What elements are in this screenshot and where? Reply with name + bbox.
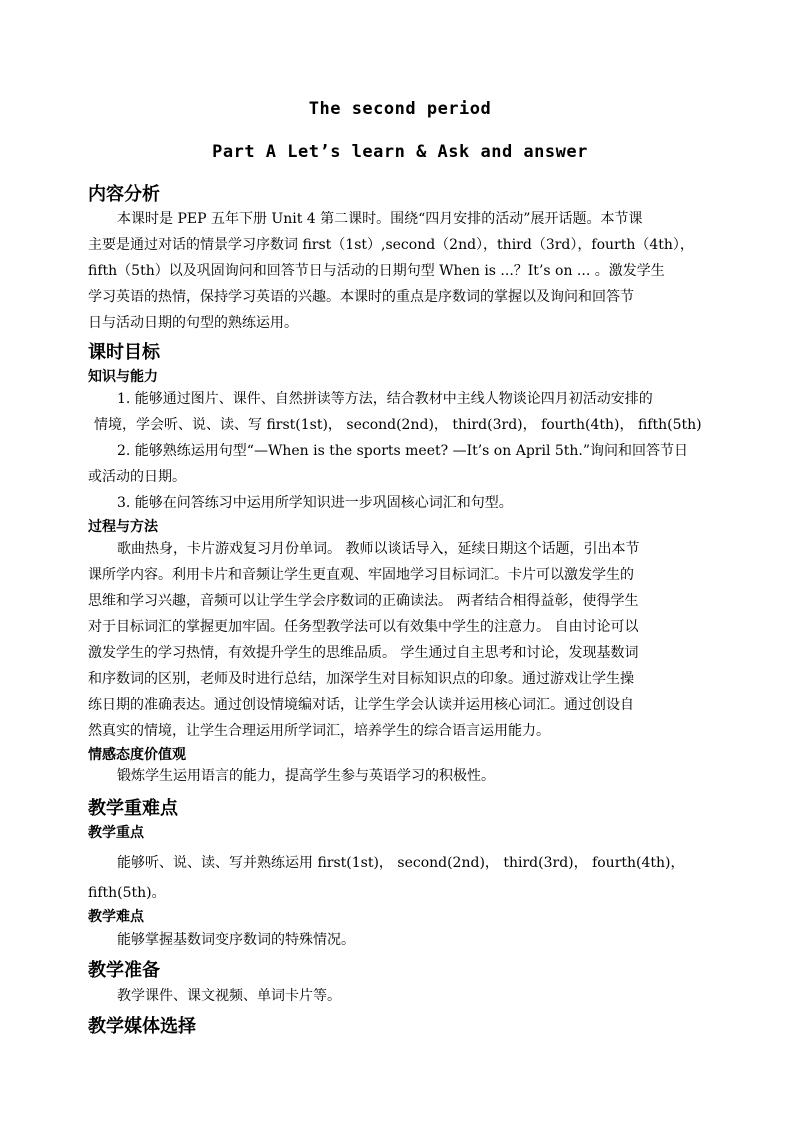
- paragraph-line: 练日期的准确表达。通过创设情境编对话，让学生学会认读并运用核心词汇。通过创设自: [88, 697, 634, 713]
- emotion-attitude-paragraph: [88, 763, 718, 789]
- paragraph-line: 学习英语的热情，保持学习英语的兴趣。本课时的重点是序数词的掌握以及询问和回答节: [88, 289, 634, 305]
- teaching-preparation-paragraph: [88, 983, 718, 1009]
- paragraph-line: 课所学内容。利用卡片和音频让学生更直观、牢固地学习目标词汇。卡片可以激发学生的: [88, 567, 634, 583]
- section-heading-lesson-goals: 课时目标: [88, 342, 160, 363]
- subheading-process-method: 过程与方法: [88, 519, 158, 535]
- paragraph-line: 能够掌握基数词变序数词的特殊情况。: [117, 932, 355, 948]
- subheading-emotion-attitude: 情感态度价值观: [88, 747, 186, 763]
- subheading-knowledge-ability: 知识与能力: [88, 369, 158, 385]
- paragraph-line: 思维和学习兴趣，音频可以让学生学会序数词的正确读法。 两者结合相得益彰，使得学生: [88, 593, 639, 609]
- paragraph-line: 和序数词的区别，老师及时进行总结，加深学生对目标知识点的印象。通过游戏让学生操: [88, 671, 634, 687]
- key-points-paragraph: [88, 848, 718, 908]
- section-heading-teaching-preparation: 教学准备: [88, 960, 160, 981]
- subheading-difficult-points: 教学难点: [88, 909, 144, 925]
- document-title: The second period: [308, 99, 492, 119]
- paragraph-line: 主要是通过对话的情景学习序数词 first（1st）,second（2nd），third（3rd），fourth（4th），: [88, 237, 694, 253]
- paragraph-line: fifth（5th）以及巩固询问和回答节日与活动的日期句型 When is ...？It’s on ... 。激发学生: [88, 263, 665, 279]
- document-subtitle: Part A Let’s learn & Ask and answer: [212, 142, 588, 162]
- knowledge-ability-paragraph: [88, 386, 718, 516]
- difficult-points-paragraph: [88, 927, 718, 953]
- paragraph-line: 本课时是 PEP 五年下册 Unit 4 第二课时。围绕“四月安排的活动”展开话题。本节课: [117, 211, 643, 227]
- paragraph-line: 情境，学会听、说、读、写 first(1st)， second(2nd)， third(3rd)， fourth(4th)， fifth(5th): [94, 417, 702, 433]
- paragraph-line: 能够听、说、读、写并熟练运用 first(1st)， second(2nd)， third(3rd)， fourth(4th)，: [117, 855, 685, 871]
- paragraph-line: 对于目标词汇的掌握更加牢固。任务型教学法可以有效集中学生的注意力。 自由讨论可以: [88, 619, 639, 635]
- paragraph-line: 或活动的日期。: [88, 469, 186, 485]
- paragraph-line: 歌曲热身，卡片游戏复习月份单词。 教师以谈话导入，延续日期这个话题，引出本节: [117, 541, 640, 557]
- subheading-key-points: 教学重点: [88, 825, 144, 841]
- section-heading-key-difficult-points: 教学重难点: [88, 798, 178, 819]
- section-heading-content-analysis: 内容分析: [88, 184, 160, 205]
- paragraph-line: 激发学生的学习热情，有效提升学生的思维品质。 学生通过自主思考和讨论，发现基数词: [88, 645, 639, 661]
- process-method-paragraph: [88, 536, 718, 744]
- paragraph-line: 教学课件、课文视频、单词卡片等。: [117, 988, 341, 1004]
- paragraph-line: 1. 能够通过图片、课件、自然拼读等方法，结合教材中主线人物谈论四月初活动安排的: [117, 391, 653, 407]
- paragraph-line: 3. 能够在问答练习中运用所学知识进一步巩固核心词汇和句型。: [117, 495, 513, 511]
- paragraph-line: 然真实的情境，让学生合理运用所学词汇，培养学生的综合语言运用能力。: [88, 723, 550, 739]
- paragraph-line: 锻炼学生运用语言的能力，提高学生参与英语学习的积极性。: [117, 768, 495, 784]
- paragraph-line: 日与活动日期的句型的熟练运用。: [88, 315, 298, 331]
- paragraph-line: fifth(5th)。: [88, 885, 166, 901]
- section-heading-media-selection: 教学媒体选择: [88, 1016, 196, 1037]
- paragraph-line: 2. 能够熟练运用句型“—When is the sports meet? —It’s on April 5th.”询问和回答节日: [117, 443, 689, 459]
- content-analysis-paragraph: [88, 206, 718, 336]
